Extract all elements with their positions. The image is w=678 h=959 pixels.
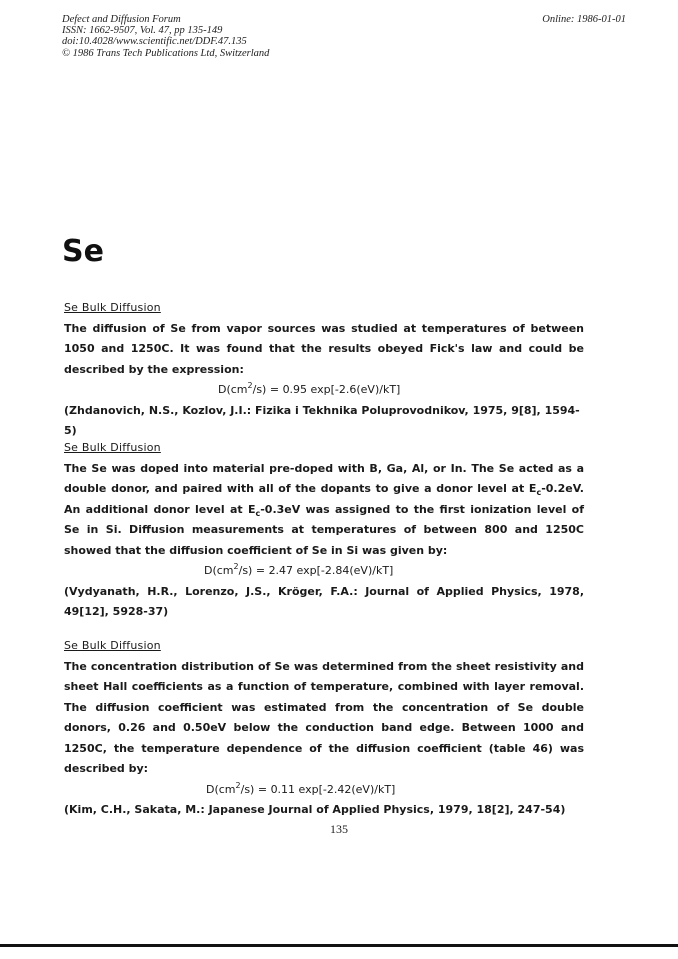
equation: [64, 380, 584, 401]
reference: (Zhdanovich, N.S., Kozlov, J.I.: Fizika i Tekhnika Poluprovodnikov, 1975, 9[8], 1594-5): [64, 403, 580, 437]
bottom-rule: [0, 944, 678, 947]
subscript: c: [255, 508, 261, 518]
equation-lhs: D(cm: [204, 564, 234, 577]
reference: (Kim, C.H., Sakata, M.: Japanese Journal of Applied Physics, 1979, 18[2], 247-54): [64, 803, 566, 816]
section-3: [64, 636, 584, 821]
online-date: Online: 1986-01-01: [542, 14, 626, 25]
reference: (Vydyanath, H.R., Lorenzo, J.S., Kröger, F.A.: Journal of Applied Physics, 1978, 49[12], 5928-37): [64, 584, 584, 618]
subscript: c: [536, 488, 542, 497]
body-text: -0.2eV. An additional donor level at E: [64, 482, 584, 516]
equation-superscript: 2: [247, 381, 253, 390]
equation-rhs: /s) = 0.95 exp[-2.6(eV)/kT]: [252, 383, 401, 396]
body-text: The Se was doped into material pre-doped with B, Ga, Al, or In. The Se acted as a double donor, and paired with all of the dopants to give a donor level at E: [64, 461, 584, 495]
equation-lhs: D(cm: [206, 782, 236, 796]
equation-rhs: /s) = 2.47 exp[-2.84(eV)/kT]: [238, 564, 394, 577]
section-body: The concentration distribution of Se was determined from the sheet resistivity and sheet Hall coefficients as a function of temperature, combined with layer removal. The diffusion coefficient was estimated from the concentration of Se double donors, 0.26 and 0.50eV below the conduction band edge. Between 1000 and 1250C, the temperature dependence of the diffusion coefficient (table 46) was described by:: [64, 659, 584, 775]
page-number: 135: [330, 822, 348, 836]
equation-lhs: D(cm: [218, 383, 248, 396]
section-heading: Se Bulk Diffusion: [64, 301, 161, 314]
equation-superscript: 2: [233, 562, 239, 571]
equation: [64, 780, 584, 801]
section-body: The diffusion of Se from vapor sources was studied at temperatures of between 1050 and 1250C. It was found that the results obeyed Fick's law and could be described by the expression:: [64, 321, 584, 376]
section-heading: Se Bulk Diffusion: [64, 639, 161, 652]
journal-header: [62, 14, 626, 59]
equation: [64, 561, 584, 582]
body-text: -0.3eV was assigned to the first ionization level of Se in Si. Diffusion measurements at temperatures of between 800 and 1250C showed that the diffusion coefficient of Se in Si was given by:: [64, 502, 584, 557]
page-title: Se: [62, 234, 104, 269]
doi-line: doi:10.4028/www.scientific.net/DDF.47.135: [62, 36, 247, 48]
issn-line: ISSN: 1662-9507, Vol. 47, pp 135-149: [62, 25, 223, 37]
section-1: [64, 298, 584, 442]
equation-rhs: /s) = 0.11 exp[-2.42(eV)/kT]: [240, 782, 396, 796]
section-heading: Se Bulk Diffusion: [64, 441, 161, 454]
section-2: [64, 438, 584, 623]
journal-name: Defect and Diffusion Forum: [62, 14, 181, 25]
section-body: [64, 459, 584, 562]
copyright-line: © 1986 Trans Tech Publications Ltd, Switzerland: [62, 47, 270, 59]
equation-superscript: 2: [235, 780, 241, 790]
